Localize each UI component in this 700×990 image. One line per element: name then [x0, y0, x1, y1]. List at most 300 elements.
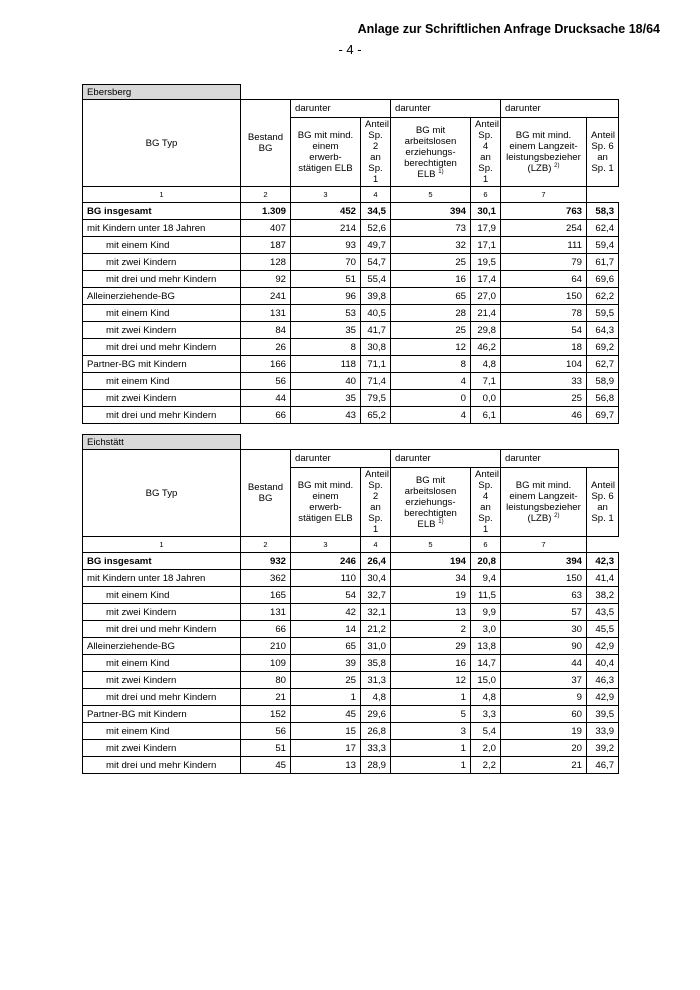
col7-header	[587, 118, 619, 187]
column-number-row	[83, 187, 619, 203]
header-line: Bestand	[247, 482, 284, 493]
header-line: einem erwerb-	[309, 491, 342, 513]
table-row	[83, 322, 619, 339]
cell-col-4: 19	[391, 587, 471, 604]
column-number: 7	[501, 187, 587, 203]
header-line: Sp. 1	[478, 163, 493, 185]
cell-col-3: 54,7	[361, 254, 391, 271]
cell-col-7: 42,9	[587, 638, 619, 655]
cell-col-5: 4,8	[471, 689, 501, 706]
column-number: 7	[501, 537, 587, 553]
column-number: 3	[291, 187, 361, 203]
header-line: arbeitslosen	[404, 135, 457, 147]
cell-col-4: 0	[391, 390, 471, 407]
row-label: mit einem Kind	[83, 373, 241, 390]
cell-col-1: 166	[241, 356, 291, 373]
table-row	[83, 655, 619, 672]
header-line: Sp. 4	[478, 130, 493, 152]
footnote-marker: 1)	[438, 168, 444, 175]
cell-col-7: 62,4	[587, 220, 619, 237]
row-label: mit einem Kind	[83, 723, 241, 740]
cell-col-3: 32,1	[361, 604, 391, 621]
col3-header	[361, 468, 391, 537]
cell-col-6: 254	[501, 220, 587, 237]
header-line: erziehungs-	[405, 496, 456, 508]
cell-col-4: 1	[391, 757, 471, 774]
cell-col-5: 17,1	[471, 237, 501, 254]
cell-col-3: 31,0	[361, 638, 391, 655]
cell-col-7: 42,3	[587, 553, 619, 570]
region-table	[82, 434, 619, 774]
column-number: 4	[361, 537, 391, 553]
cell-col-5: 2,0	[471, 740, 501, 757]
cell-col-7: 61,7	[587, 254, 619, 271]
cell-col-5: 17,4	[471, 271, 501, 288]
row-label: Partner-BG mit Kindern	[83, 356, 241, 373]
header-line: BG mit mind.	[515, 130, 572, 141]
cell-col-6: 54	[501, 322, 587, 339]
cell-col-4: 3	[391, 723, 471, 740]
column-number: 1	[83, 537, 241, 553]
cell-col-2: 35	[291, 322, 361, 339]
header-line: Anteil	[475, 119, 499, 130]
cell-col-4: 25	[391, 254, 471, 271]
row-label: mit zwei Kindern	[83, 740, 241, 757]
cell-col-4: 32	[391, 237, 471, 254]
cell-col-5: 2,2	[471, 757, 501, 774]
page-number: - 4 -	[338, 42, 362, 57]
header-line: Bestand	[247, 132, 284, 143]
cell-col-2: 14	[291, 621, 361, 638]
darunter-header: darunter	[291, 100, 391, 118]
cell-col-2: 110	[291, 570, 361, 587]
cell-col-4: 1	[391, 689, 471, 706]
cell-col-6: 44	[501, 655, 587, 672]
cell-col-2: 8	[291, 339, 361, 356]
cell-col-1: 109	[241, 655, 291, 672]
bestand-header	[241, 450, 291, 537]
header-line: Anteil	[365, 469, 389, 480]
cell-col-2: 45	[291, 706, 361, 723]
cell-col-4: 16	[391, 655, 471, 672]
header-line: an	[370, 152, 381, 163]
table-row	[83, 570, 619, 587]
header-line: Anteil	[591, 480, 615, 491]
darunter-header: darunter	[291, 450, 391, 468]
header-line: BG	[258, 493, 273, 504]
header-line: Anteil	[475, 469, 499, 480]
column-number: 6	[471, 537, 501, 553]
header-line: Sp. 2	[368, 480, 383, 502]
row-label: mit zwei Kindern	[83, 390, 241, 407]
table-row	[83, 689, 619, 706]
col2-header	[291, 118, 361, 187]
header-line: Sp. 1	[591, 513, 614, 524]
row-label: Partner-BG mit Kindern	[83, 706, 241, 723]
row-label: mit drei und mehr Kindern	[83, 339, 241, 356]
cell-col-3: 31,3	[361, 672, 391, 689]
table-row	[83, 672, 619, 689]
cell-col-4: 394	[391, 203, 471, 220]
column-number: 5	[391, 187, 471, 203]
cell-col-4: 4	[391, 407, 471, 424]
table-row	[83, 638, 619, 655]
row-label: BG insgesamt	[83, 553, 241, 570]
header-line: an	[480, 502, 491, 513]
header-line: Sp. 1	[368, 163, 383, 185]
header-line: an	[370, 502, 381, 513]
cell-col-2: 53	[291, 305, 361, 322]
cell-col-7: 42,9	[587, 689, 619, 706]
table-row	[83, 271, 619, 288]
cell-col-4: 1	[391, 740, 471, 757]
cell-col-3: 4,8	[361, 689, 391, 706]
cell-col-5: 46,2	[471, 339, 501, 356]
region-table	[82, 84, 619, 424]
cell-col-3: 33,3	[361, 740, 391, 757]
cell-col-2: 13	[291, 757, 361, 774]
cell-col-3: 30,8	[361, 339, 391, 356]
cell-col-2: 93	[291, 237, 361, 254]
cell-col-6: 25	[501, 390, 587, 407]
header-line: Anteil	[591, 130, 615, 141]
cell-col-6: 57	[501, 604, 587, 621]
cell-col-4: 29	[391, 638, 471, 655]
header-text: (LZB)	[527, 163, 552, 174]
cell-col-1: 131	[241, 604, 291, 621]
header-line: einem Langzeit-	[509, 141, 578, 152]
cell-col-5: 17,9	[471, 220, 501, 237]
cell-col-3: 35,8	[361, 655, 391, 672]
row-label: mit einem Kind	[83, 587, 241, 604]
header-line: berechtigten	[404, 157, 457, 169]
cell-col-3: 49,7	[361, 237, 391, 254]
table-row	[83, 407, 619, 424]
cell-col-1: 21	[241, 689, 291, 706]
cell-col-7: 39,2	[587, 740, 619, 757]
cell-col-7: 69,2	[587, 339, 619, 356]
col2-header	[291, 468, 361, 537]
bestand-header	[241, 100, 291, 187]
header-line: berechtigten	[404, 507, 457, 519]
header-line	[505, 163, 582, 174]
col4-header	[391, 468, 471, 537]
header-text: ELB	[417, 518, 436, 530]
cell-col-6: 394	[501, 553, 587, 570]
col5-header	[471, 118, 501, 187]
cell-col-7: 39,5	[587, 706, 619, 723]
cell-col-4: 73	[391, 220, 471, 237]
cell-col-5: 0,0	[471, 390, 501, 407]
cell-col-6: 19	[501, 723, 587, 740]
header-line: Anteil	[365, 119, 389, 130]
table-row	[83, 553, 619, 570]
cell-col-6: 9	[501, 689, 587, 706]
cell-col-2: 39	[291, 655, 361, 672]
cell-col-1: 362	[241, 570, 291, 587]
cell-col-2: 51	[291, 271, 361, 288]
cell-col-7: 69,6	[587, 271, 619, 288]
cell-col-5: 9,9	[471, 604, 501, 621]
cell-col-4: 12	[391, 339, 471, 356]
header-line: Sp. 6	[591, 141, 614, 152]
cell-col-1: 210	[241, 638, 291, 655]
cell-col-1: 26	[241, 339, 291, 356]
header-line: stätigen ELB	[298, 513, 353, 524]
header-line: BG mit	[415, 474, 446, 486]
cell-col-4: 25	[391, 322, 471, 339]
row-label: mit einem Kind	[83, 237, 241, 254]
cell-col-6: 111	[501, 237, 587, 254]
column-number-row	[83, 537, 619, 553]
table-row	[83, 604, 619, 621]
cell-col-3: 79,5	[361, 390, 391, 407]
row-label: Alleinerziehende-BG	[83, 288, 241, 305]
document-title: Anlage zur Schriftlichen Anfrage Drucksache 18/64	[357, 22, 660, 36]
cell-col-2: 42	[291, 604, 361, 621]
cell-col-2: 35	[291, 390, 361, 407]
table-row	[83, 203, 619, 220]
header-line: arbeitslosen	[404, 485, 457, 497]
header-line: BG mit mind.	[297, 130, 354, 141]
cell-col-7: 43,5	[587, 604, 619, 621]
cell-col-5: 3,0	[471, 621, 501, 638]
cell-col-3: 29,6	[361, 706, 391, 723]
header-text: ELB	[417, 168, 436, 180]
cell-col-6: 63	[501, 587, 587, 604]
cell-col-4: 13	[391, 604, 471, 621]
cell-col-6: 78	[501, 305, 587, 322]
cell-col-7: 38,2	[587, 587, 619, 604]
cell-col-4: 12	[391, 672, 471, 689]
table-row	[83, 305, 619, 322]
table-row	[83, 390, 619, 407]
cell-col-7: 62,7	[587, 356, 619, 373]
cell-col-5: 29,8	[471, 322, 501, 339]
cell-col-5: 3,3	[471, 706, 501, 723]
cell-col-2: 118	[291, 356, 361, 373]
cell-col-1: 51	[241, 740, 291, 757]
cell-col-5: 14,7	[471, 655, 501, 672]
column-number: 1	[83, 187, 241, 203]
cell-col-6: 37	[501, 672, 587, 689]
cell-col-7: 41,4	[587, 570, 619, 587]
header-line: stätigen ELB	[298, 163, 353, 174]
header-line: an	[597, 152, 608, 163]
cell-col-2: 1	[291, 689, 361, 706]
row-label: Alleinerziehende-BG	[83, 638, 241, 655]
header-text: (LZB)	[527, 513, 552, 524]
cell-col-2: 17	[291, 740, 361, 757]
cell-col-2: 54	[291, 587, 361, 604]
cell-col-1: 56	[241, 723, 291, 740]
header-line: Sp. 1	[591, 163, 614, 174]
bg-typ-header: BG Typ	[83, 450, 241, 537]
header-line: leistungsbezieher	[506, 502, 581, 513]
cell-col-2: 15	[291, 723, 361, 740]
row-label: mit drei und mehr Kindern	[83, 621, 241, 638]
row-label: BG insgesamt	[83, 203, 241, 220]
row-label: mit zwei Kindern	[83, 672, 241, 689]
cell-col-3: 26,8	[361, 723, 391, 740]
cell-col-1: 165	[241, 587, 291, 604]
cell-col-1: 128	[241, 254, 291, 271]
cell-col-4: 194	[391, 553, 471, 570]
cell-col-5: 4,8	[471, 356, 501, 373]
cell-col-3: 65,2	[361, 407, 391, 424]
cell-col-1: 1.309	[241, 203, 291, 220]
header-line: BG mit mind.	[515, 480, 572, 491]
cell-col-5: 20,8	[471, 553, 501, 570]
column-number: 2	[241, 537, 291, 553]
cell-col-2: 40	[291, 373, 361, 390]
col3-header	[361, 118, 391, 187]
cell-col-3: 41,7	[361, 322, 391, 339]
cell-col-1: 932	[241, 553, 291, 570]
cell-col-3: 34,5	[361, 203, 391, 220]
column-number: 4	[361, 187, 391, 203]
header-line: leistungsbezieher	[506, 152, 581, 163]
cell-col-1: 92	[241, 271, 291, 288]
column-number: 5	[391, 537, 471, 553]
cell-col-5: 27,0	[471, 288, 501, 305]
cell-col-1: 80	[241, 672, 291, 689]
table-row	[83, 288, 619, 305]
cell-col-7: 58,9	[587, 373, 619, 390]
darunter-header: darunter	[501, 450, 619, 468]
cell-col-6: 46	[501, 407, 587, 424]
header-line: Sp. 1	[368, 513, 383, 535]
header-line: erziehungs-	[405, 146, 456, 158]
header-line: einem erwerb-	[309, 141, 342, 163]
row-label: mit zwei Kindern	[83, 322, 241, 339]
cell-col-4: 16	[391, 271, 471, 288]
row-label: mit einem Kind	[83, 305, 241, 322]
header-line: BG	[258, 143, 273, 154]
cell-col-1: 187	[241, 237, 291, 254]
cell-col-3: 26,4	[361, 553, 391, 570]
cell-col-3: 30,4	[361, 570, 391, 587]
cell-col-4: 2	[391, 621, 471, 638]
cell-col-5: 6,1	[471, 407, 501, 424]
cell-col-4: 8	[391, 356, 471, 373]
table-row	[83, 220, 619, 237]
column-number: 3	[291, 537, 361, 553]
row-label: mit zwei Kindern	[83, 604, 241, 621]
cell-col-2: 246	[291, 553, 361, 570]
cell-col-6: 150	[501, 570, 587, 587]
region-name: Ebersberg	[83, 85, 241, 100]
table-row	[83, 356, 619, 373]
region-name: Eichstätt	[83, 435, 241, 450]
table-row	[83, 373, 619, 390]
cell-col-7: 33,9	[587, 723, 619, 740]
cell-col-6: 33	[501, 373, 587, 390]
cell-col-6: 21	[501, 757, 587, 774]
cell-col-7: 69,7	[587, 407, 619, 424]
cell-col-3: 21,2	[361, 621, 391, 638]
col7-header	[587, 468, 619, 537]
cell-col-5: 21,4	[471, 305, 501, 322]
cell-col-4: 5	[391, 706, 471, 723]
cell-col-7: 56,8	[587, 390, 619, 407]
col6-header	[501, 118, 587, 187]
cell-col-1: 407	[241, 220, 291, 237]
cell-col-5: 13,8	[471, 638, 501, 655]
cell-col-2: 452	[291, 203, 361, 220]
cell-col-4: 65	[391, 288, 471, 305]
cell-col-5: 11,5	[471, 587, 501, 604]
row-label: mit drei und mehr Kindern	[83, 271, 241, 288]
cell-col-6: 18	[501, 339, 587, 356]
darunter-header: darunter	[501, 100, 619, 118]
col6-header	[501, 468, 587, 537]
footnote-marker: 2)	[554, 512, 560, 519]
cell-col-6: 104	[501, 356, 587, 373]
header-line: einem Langzeit-	[509, 491, 578, 502]
cell-col-7: 62,2	[587, 288, 619, 305]
table-row	[83, 757, 619, 774]
column-number: 2	[241, 187, 291, 203]
cell-col-7: 59,5	[587, 305, 619, 322]
cell-col-3: 32,7	[361, 587, 391, 604]
header-line: an	[597, 502, 608, 513]
cell-col-2: 70	[291, 254, 361, 271]
blank-cell	[241, 85, 619, 100]
cell-col-7: 40,4	[587, 655, 619, 672]
table-row	[83, 339, 619, 356]
cell-col-1: 131	[241, 305, 291, 322]
header-line: BG mit mind.	[297, 480, 354, 491]
cell-col-6: 763	[501, 203, 587, 220]
cell-col-3: 71,1	[361, 356, 391, 373]
cell-col-1: 152	[241, 706, 291, 723]
header-line	[395, 519, 466, 530]
cell-col-1: 241	[241, 288, 291, 305]
header-line: an	[480, 152, 491, 163]
row-label: mit Kindern unter 18 Jahren	[83, 570, 241, 587]
col4-header	[391, 118, 471, 187]
cell-col-3: 40,5	[361, 305, 391, 322]
table-row	[83, 706, 619, 723]
col5-header	[471, 468, 501, 537]
cell-col-7: 45,5	[587, 621, 619, 638]
cell-col-4: 4	[391, 373, 471, 390]
cell-col-7: 46,7	[587, 757, 619, 774]
header-line	[395, 169, 466, 180]
row-label: mit drei und mehr Kindern	[83, 689, 241, 706]
row-label: mit Kindern unter 18 Jahren	[83, 220, 241, 237]
cell-col-5: 7,1	[471, 373, 501, 390]
cell-col-2: 25	[291, 672, 361, 689]
header-line: BG mit	[415, 124, 446, 136]
footnote-marker: 1)	[438, 518, 444, 525]
cell-col-5: 5,4	[471, 723, 501, 740]
table-row	[83, 723, 619, 740]
cell-col-6: 20	[501, 740, 587, 757]
cell-col-3: 71,4	[361, 373, 391, 390]
cell-col-3: 55,4	[361, 271, 391, 288]
row-label: mit zwei Kindern	[83, 254, 241, 271]
header-line: Sp. 4	[478, 480, 493, 502]
cell-col-6: 64	[501, 271, 587, 288]
cell-col-1: 44	[241, 390, 291, 407]
column-number: 6	[471, 187, 501, 203]
cell-col-7: 64,3	[587, 322, 619, 339]
bg-typ-header: BG Typ	[83, 100, 241, 187]
darunter-header: darunter	[391, 100, 501, 118]
cell-col-7: 46,3	[587, 672, 619, 689]
